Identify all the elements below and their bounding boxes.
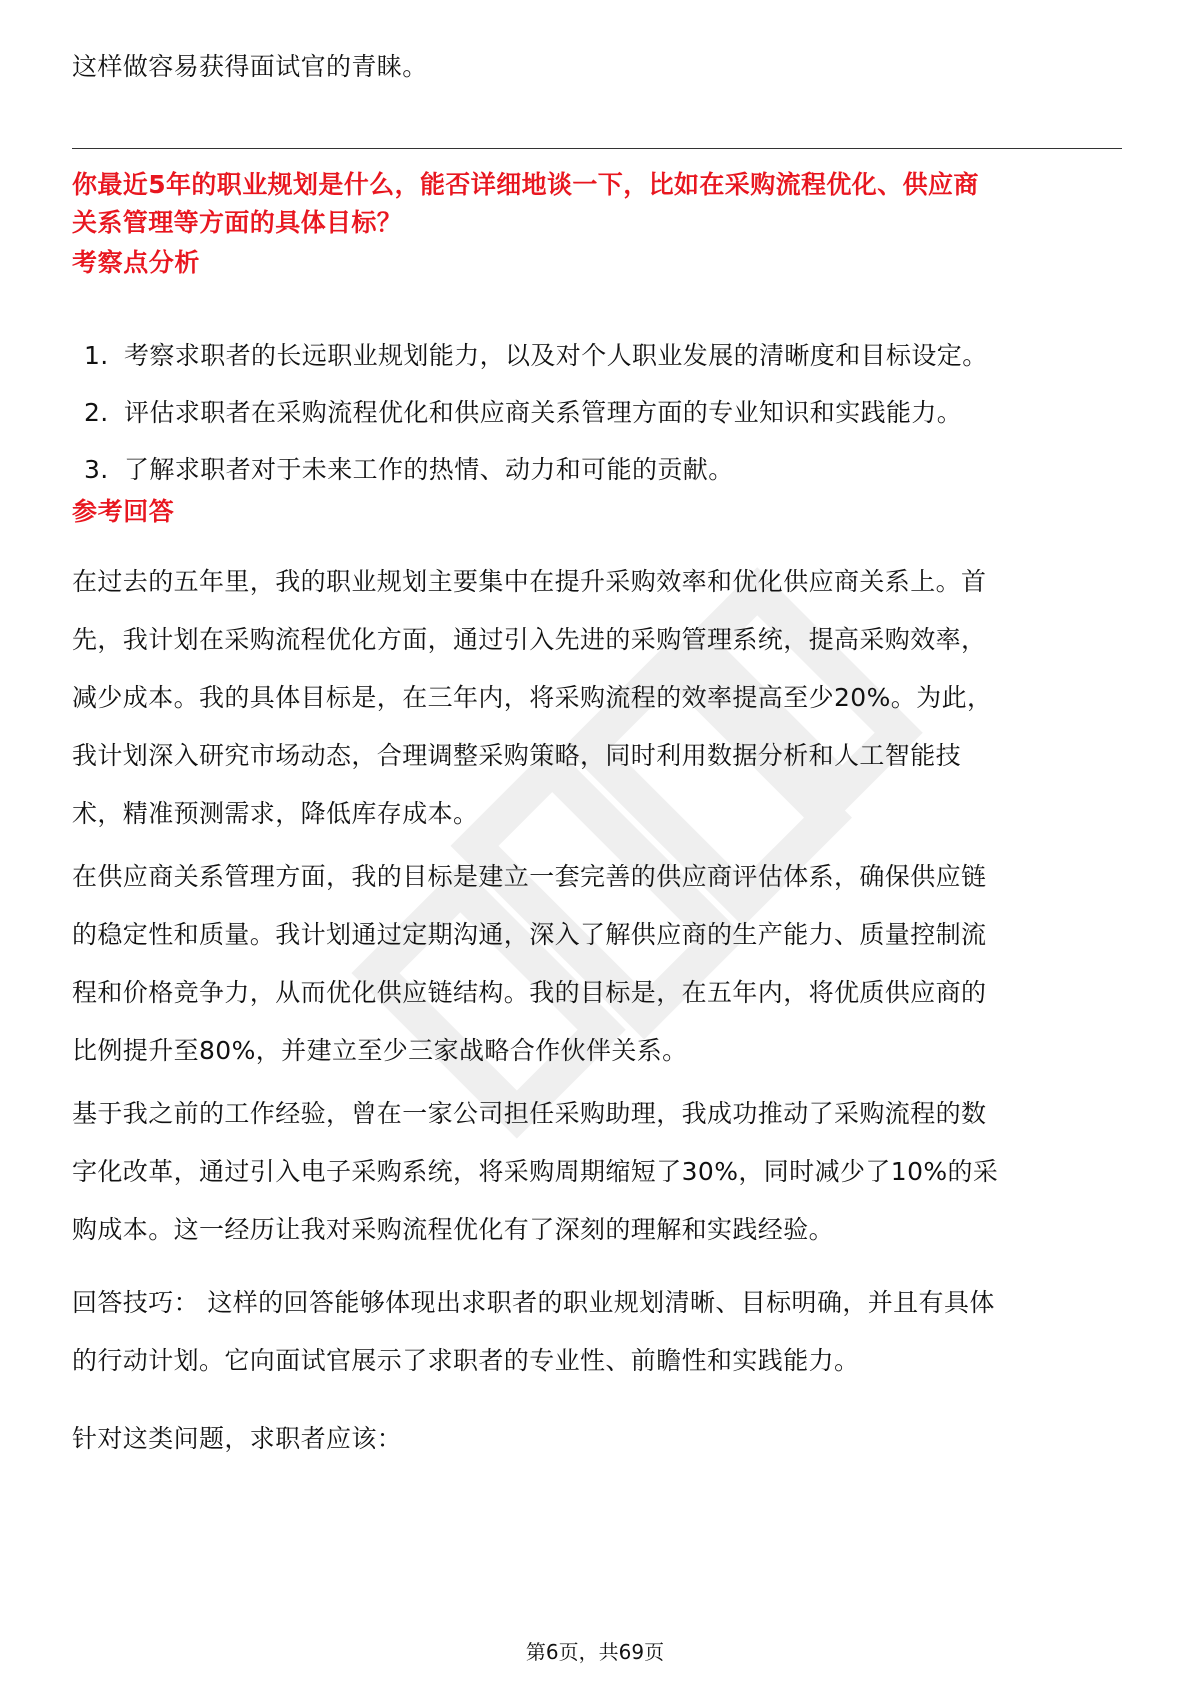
list-text: 考察求职者的长远职业规划能力，以及对个人职业发展的清晰度和目标设定。 xyxy=(124,341,988,370)
list-item xyxy=(84,395,1124,452)
paragraph-line: 程和价格竞争力，从而优化供应链结构。我的目标是，在五年内，将优质供应商的 xyxy=(72,978,987,1007)
section-divider xyxy=(72,148,1122,149)
paragraph-line: 购成本。这一经历让我对采购流程优化有了深刻的理解和实践经验。 xyxy=(72,1215,835,1244)
list-item xyxy=(84,452,1124,509)
intro-sentence: 这样做容易获得面试官的青睐。 xyxy=(72,52,428,81)
list-item xyxy=(84,338,1124,395)
answer-paragraph xyxy=(72,553,1132,843)
answer-paragraph xyxy=(72,1085,1132,1259)
page-footer: 第6页，共69页 xyxy=(525,1640,665,1664)
question-line: 关系管理等方面的具体目标？ xyxy=(72,208,403,237)
answer-tips-paragraph xyxy=(72,1274,1132,1390)
list-text: 评估求职者在采购流程优化和供应商关系管理方面的专业知识和实践能力。 xyxy=(124,398,963,427)
paragraph-line: 比例提升至80%，并建立至少三家战略合作伙伴关系。 xyxy=(72,1036,688,1065)
answer-paragraph xyxy=(72,848,1132,1080)
list-number: 2. xyxy=(84,398,109,427)
reference-heading: 参考回答 xyxy=(72,497,175,526)
list-number: 1. xyxy=(84,341,109,370)
paragraph-line: 术，精准预测需求，降低库存成本。 xyxy=(72,799,479,828)
paragraph-line: 在过去的五年里，我的职业规划主要集中在提升采购效率和优化供应商关系上。首 xyxy=(72,567,987,596)
analysis-heading: 考察点分析 xyxy=(72,248,201,277)
paragraph-line: 的稳定性和质量。我计划通过定期沟通，深入了解供应商的生产能力、质量控制流 xyxy=(72,920,987,949)
paragraph-line: 基于我之前的工作经验，曾在一家公司担任采购助理，我成功推动了采购流程的数 xyxy=(72,1099,987,1128)
paragraph-line: 减少成本。我的具体目标是，在三年内，将采购流程的效率提高至少20%。为此， xyxy=(72,683,993,712)
paragraph-line: 回答技巧： 这样的回答能够体现出求职者的职业规划清晰、目标明确，并且有具体 xyxy=(72,1288,995,1317)
closing-paragraph xyxy=(72,1410,1132,1468)
paragraph-line: 在供应商关系管理方面，我的目标是建立一套完善的供应商评估体系，确保供应链 xyxy=(72,862,987,891)
list-number: 3. xyxy=(84,455,109,484)
analysis-list xyxy=(84,338,1124,509)
paragraph-line: 我计划深入研究市场动态，合理调整采购策略，同时利用数据分析和人工智能技 xyxy=(72,741,962,770)
paragraph-line: 字化改革，通过引入电子采购系统，将采购周期缩短了30%，同时减少了10%的采 xyxy=(72,1157,999,1186)
question-line: 你最近5年的职业规划是什么，能否详细地谈一下，比如在采购流程优化、供应商 xyxy=(72,170,979,199)
paragraph-line: 先，我计划在采购流程优化方面，通过引入先进的采购管理系统，提高采购效率， xyxy=(72,625,987,654)
interview-question xyxy=(72,166,1132,242)
paragraph-line: 的行动计划。它向面试官展示了求职者的专业性、前瞻性和实践能力。 xyxy=(72,1346,860,1375)
list-text: 了解求职者对于未来工作的热情、动力和可能的贡献。 xyxy=(124,455,734,484)
paragraph-line: 针对这类问题，求职者应该： xyxy=(72,1424,403,1453)
